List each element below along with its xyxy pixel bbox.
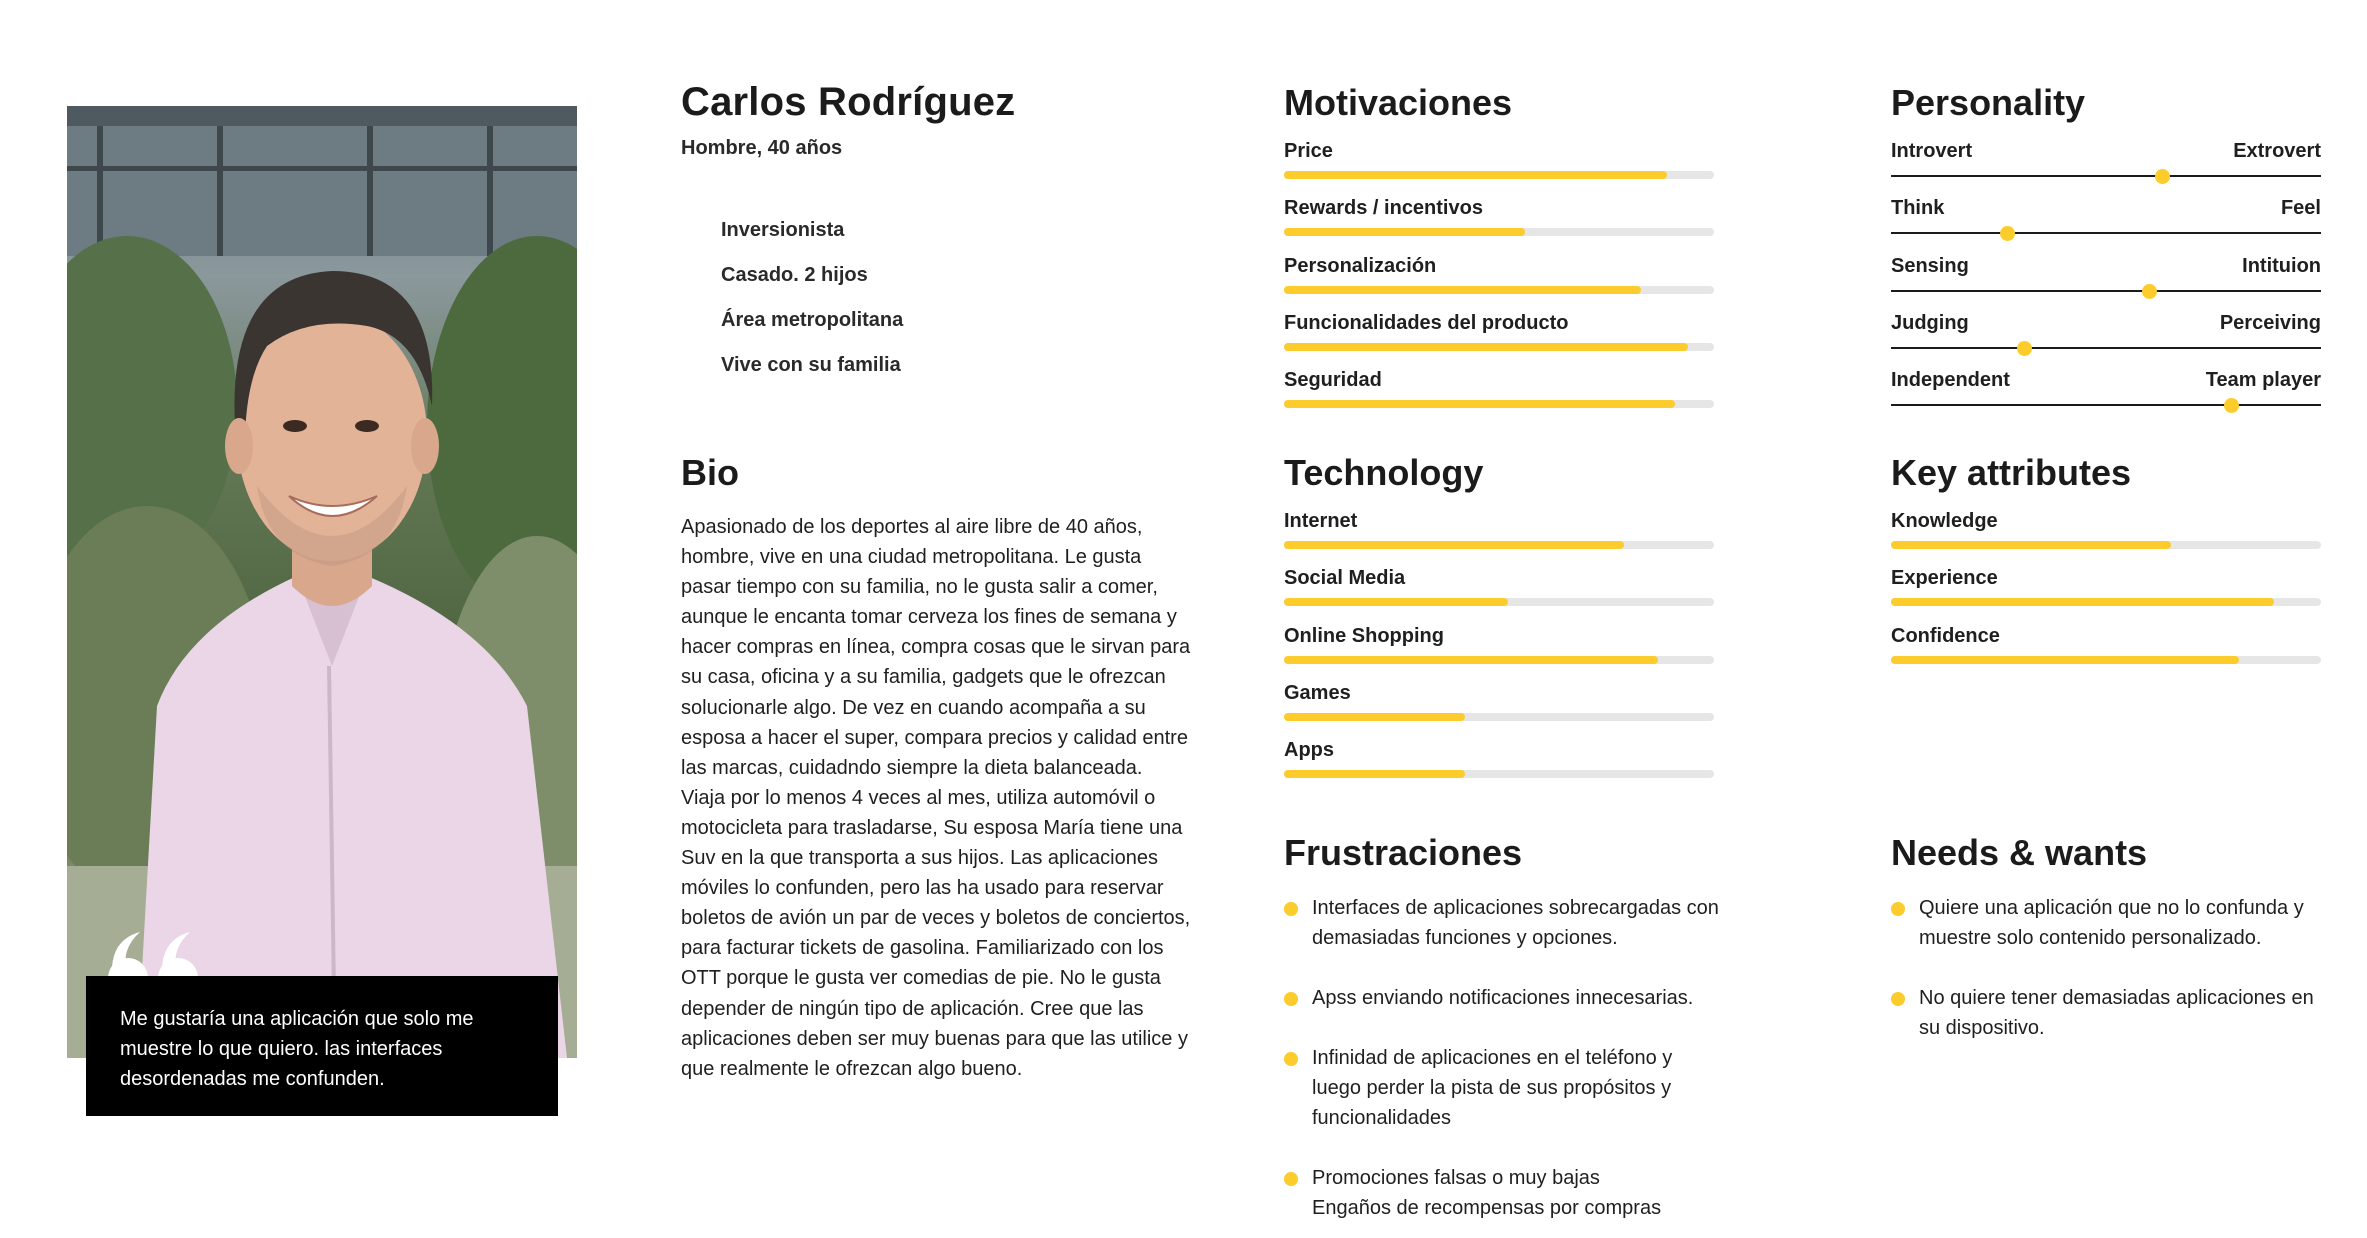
personality-slider <box>1891 253 2321 310</box>
bar-label: Confidence <box>1891 624 2000 647</box>
slider-right-label: Extrovert <box>2233 140 2321 162</box>
bullet-icon <box>1891 992 1905 1006</box>
slider-left-label: Introvert <box>1891 140 1973 162</box>
list-item-text: Apss enviando notificaciones innecesarias. <box>1312 987 1694 1009</box>
personality-sliders <box>1891 138 2321 424</box>
bullet-icon <box>1891 902 1905 916</box>
bar-fill <box>1891 541 2171 549</box>
bar-item <box>1284 565 1714 622</box>
slider-left-label: Judging <box>1891 311 1969 334</box>
bar-label: Games <box>1284 681 1351 704</box>
bar-label: Price <box>1284 140 1333 162</box>
fact-item: Vive con su familia <box>721 354 901 376</box>
bar-track <box>1284 228 1714 236</box>
slider-right-label: Feel <box>2280 197 2321 220</box>
list-item-text: Interfaces de aplicaciones sobrecargadas con demasiadas funciones y opciones. <box>1312 897 1719 949</box>
bar-fill <box>1284 541 1624 549</box>
bar-item <box>1891 508 2321 565</box>
list-item-text: Quiere una aplicación que no lo confunda y muestre solo contenido personalizado. <box>1919 897 2304 949</box>
bar-track <box>1284 343 1714 351</box>
slider-marker <box>2142 284 2157 299</box>
bar-item <box>1284 138 1714 195</box>
frustraciones-list <box>1284 893 1724 1238</box>
bar-label: Experience <box>1891 567 1998 590</box>
bar-fill <box>1284 656 1658 664</box>
bar-item <box>1284 195 1714 252</box>
list-item <box>1284 1163 1724 1223</box>
bar-item <box>1891 565 2321 622</box>
personality-slider <box>1891 138 2321 195</box>
bullet-icon <box>1284 1052 1298 1066</box>
personality-slider <box>1891 310 2321 367</box>
bar-item <box>1284 310 1714 367</box>
bio-title: Bio <box>681 452 739 493</box>
bar-label: Funcionalidades del producto <box>1284 311 1569 334</box>
persona-subtitle: Hombre, 40 años <box>681 137 843 159</box>
list-item-text: Promociones falsas o muy bajas Engaños de recompensas por compras <box>1312 1167 1662 1219</box>
list-item <box>1284 983 1724 1013</box>
bar-item <box>1284 737 1714 794</box>
list-item <box>1284 1043 1724 1133</box>
bar-track <box>1284 400 1714 408</box>
slider-left-label: Independent <box>1891 369 2010 392</box>
bar-track <box>1891 541 2321 549</box>
slider-marker <box>2224 398 2239 413</box>
bar-track <box>1284 541 1714 549</box>
slider-track <box>1891 404 2321 406</box>
bar-fill <box>1284 400 1675 408</box>
fact-item: Área metropolitana <box>721 309 904 331</box>
bar-track <box>1284 598 1714 606</box>
needs-list <box>1891 893 2331 1073</box>
key-attributes-title: Key attributes <box>1891 452 2132 493</box>
motivaciones-bars <box>1284 138 1714 424</box>
technology-bars <box>1284 508 1714 794</box>
bar-track <box>1284 286 1714 294</box>
list-item <box>1891 983 2331 1043</box>
slider-right-label: Perceiving <box>2219 311 2321 334</box>
bullet-icon <box>1284 1172 1298 1186</box>
bar-label: Internet <box>1284 510 1358 532</box>
bar-fill <box>1284 770 1465 778</box>
bar-label: Apps <box>1284 739 1334 762</box>
personality-slider <box>1891 195 2321 252</box>
bar-label: Social Media <box>1284 567 1406 590</box>
slider-track <box>1891 232 2321 234</box>
fact-item: Casado. 2 hijos <box>721 264 868 286</box>
list-item-text: Infinidad de aplicaciones en el teléfono y luego perder la pista de sus propósitos y funcionalidades <box>1312 1047 1673 1129</box>
bio-text: Apasionado de los deportes al aire libre de 40 años, hombre, vive en una ciudad metropolitana. Le gusta pasar tiempo con su familia, no le gusta salir a comer, aunque le encanta tomar cerveza los fines de semana y hacer compras en línea, compra cosas que le sirvan para su casa, oficina y a su familia, gadgets que le ofrezcan solucionarle algo. De vez en cuando acompaña a su esposa a hacer el super, compara precios y calidad entre las marcas, cuidadndo siempre la dieta balanceada. Viaja por lo menos 4 veces al mes, utiliza automóvil o motocicleta para trasladarse, Su esposa María tiene una Suv en la que transporta a sus hijos. Las aplicaciones móviles lo confunden, pero las ha usado para reservar boletos de avión un par de veces y boletos de conciertos, para facturar tickets de gasolina. Familiarizado con los OTT porque le gusta ver comedias de pie. No le gusta depender de ningún tipo de aplicación. Cree que las aplicaciones deben ser muy buenas para que las utilice y que realmente le ofrezcan algo bueno. <box>681 516 1191 1080</box>
personality-title: Personality <box>1891 82 2086 123</box>
slider-right-label: Intituion <box>2242 254 2321 277</box>
bar-track <box>1891 598 2321 606</box>
persona-photo <box>67 106 577 1058</box>
bar-item <box>1284 623 1714 680</box>
slider-right-label: Team player <box>2205 369 2321 392</box>
bar-item <box>1284 367 1714 424</box>
bar-fill <box>1284 713 1465 721</box>
bar-fill <box>1891 598 2274 606</box>
bar-fill <box>1284 598 1508 606</box>
bar-track <box>1891 656 2321 664</box>
fact-item: Inversionista <box>721 219 845 241</box>
bar-track <box>1284 656 1714 664</box>
slider-marker <box>2155 169 2170 184</box>
bar-label: Knowledge <box>1891 510 1998 532</box>
bar-item <box>1891 623 2321 680</box>
bar-label: Personalización <box>1284 254 1437 277</box>
photo-illustration <box>67 106 577 1058</box>
bar-track <box>1284 171 1714 179</box>
bar-item <box>1284 253 1714 310</box>
slider-left-label: Think <box>1891 197 1945 220</box>
bar-fill <box>1284 171 1667 179</box>
list-item <box>1284 893 1724 953</box>
slider-track <box>1891 290 2321 292</box>
bar-fill <box>1284 228 1525 236</box>
technology-title: Technology <box>1284 452 1484 493</box>
bar-track <box>1284 770 1714 778</box>
bullet-icon <box>1284 902 1298 916</box>
slider-track <box>1891 347 2321 349</box>
bullet-icon <box>1284 992 1298 1006</box>
bar-item <box>1284 680 1714 737</box>
slider-track <box>1891 175 2321 177</box>
bar-fill <box>1891 656 2239 664</box>
bar-fill <box>1284 343 1688 351</box>
persona-facts <box>721 216 903 396</box>
slider-marker <box>2000 226 2015 241</box>
slider-left-label: Sensing <box>1891 254 1969 277</box>
bar-label: Online Shopping <box>1284 624 1444 647</box>
motivaciones-title: Motivaciones <box>1284 82 1513 123</box>
list-item <box>1891 893 2331 953</box>
key-attributes-bars <box>1891 508 2321 680</box>
frustraciones-title: Frustraciones <box>1284 832 1523 873</box>
personality-slider <box>1891 367 2321 424</box>
needs-title: Needs & wants <box>1891 832 2148 873</box>
bar-track <box>1284 713 1714 721</box>
bar-label: Seguridad <box>1284 369 1382 392</box>
list-item-text: No quiere tener demasiadas aplicaciones en su dispositivo. <box>1919 987 2314 1039</box>
slider-marker <box>2017 341 2032 356</box>
persona-name: Carlos Rodríguez <box>681 80 1016 124</box>
bar-label: Rewards / incentivos <box>1284 197 1483 220</box>
bar-fill <box>1284 286 1641 294</box>
bar-item <box>1284 508 1714 565</box>
persona-quote: Me gustaría una aplicación que solo me muestre lo que quiero. las interfaces desordenadas me confunden. <box>86 976 558 1116</box>
